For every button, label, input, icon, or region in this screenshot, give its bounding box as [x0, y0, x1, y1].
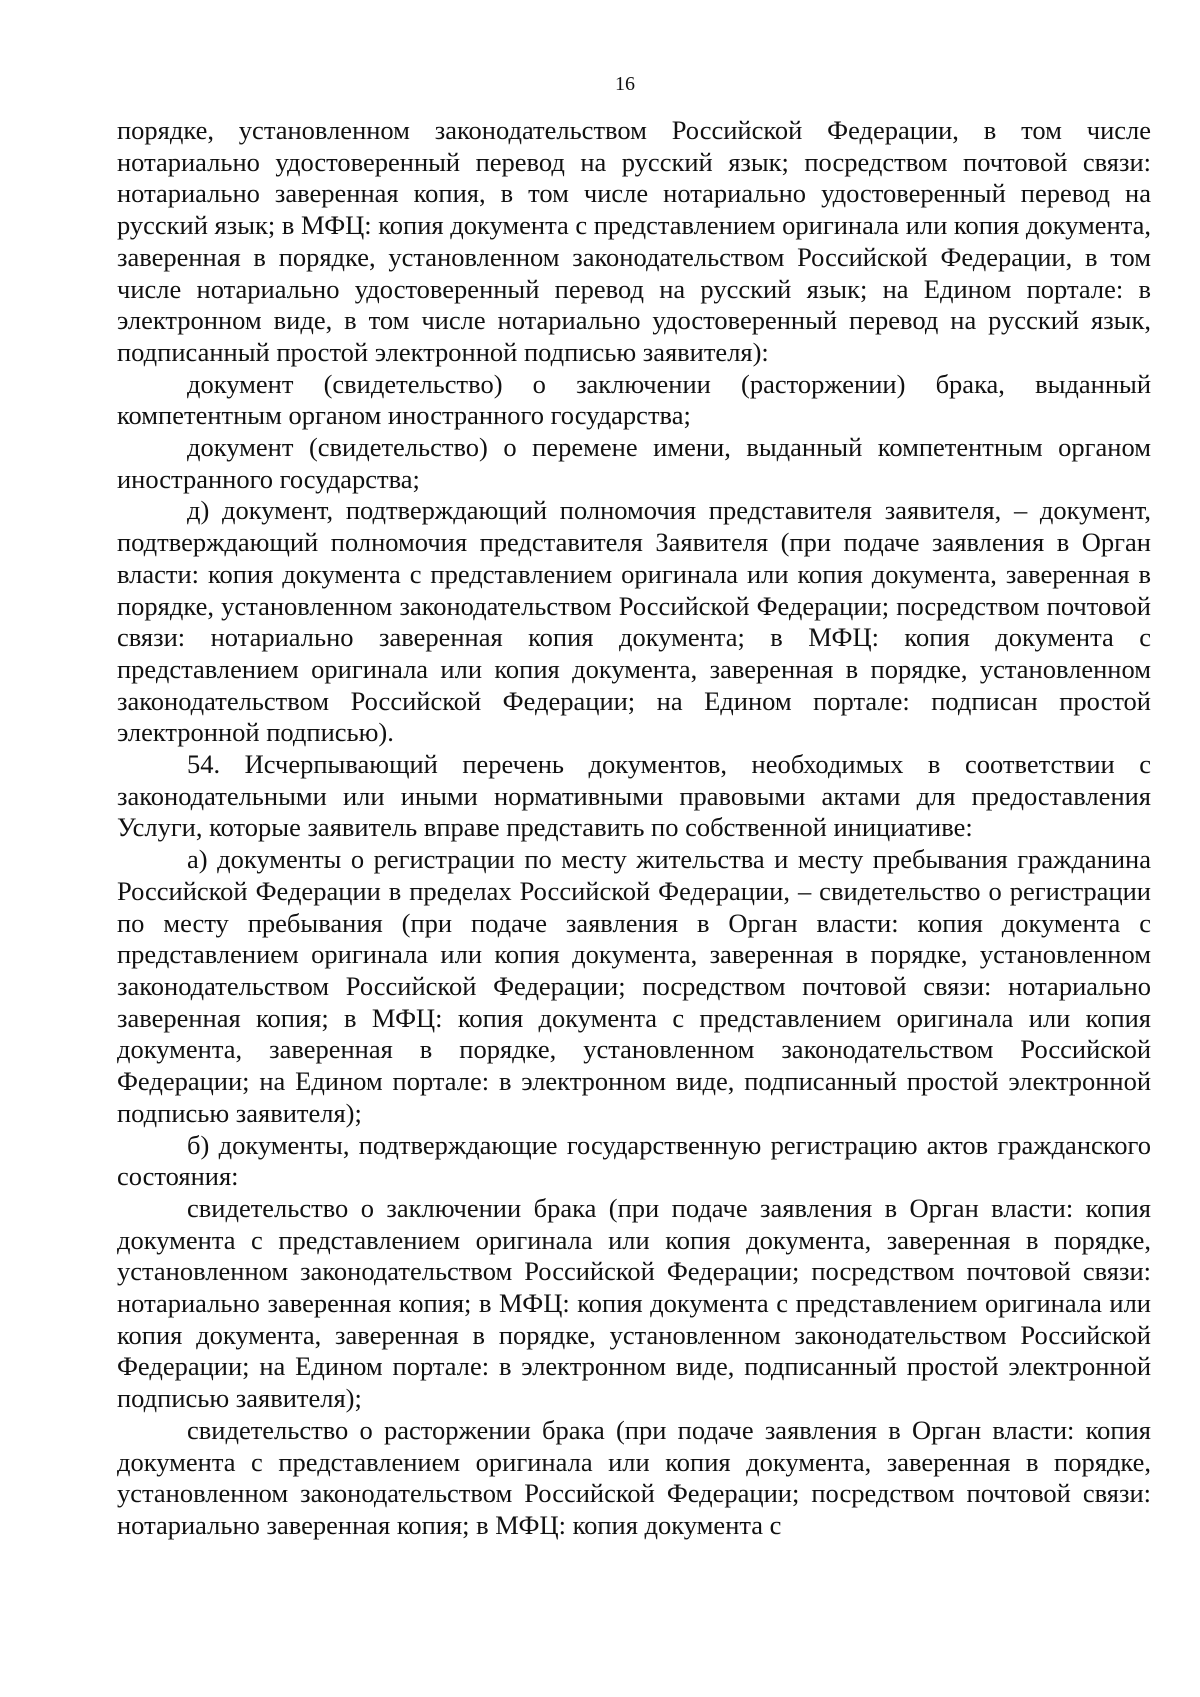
paragraph-3: документ (свидетельство) о перемене имени, выданный компетентным органом иностранного государства; [117, 432, 1151, 494]
page-number: 16 [615, 73, 635, 95]
paragraph-8: свидетельство о заключении брака (при подаче заявления в Орган власти: копия документа с представлением оригинала или копия документа, заверенная в порядке, установленном законодательством Российской Федерации; посредством почтовой связи: нотариально заверенная копия; в МФЦ: копия документа с представлением оригинала или копия документа, заверенная в порядке, установленном законодательством Российской Федерации; на Едином портале: в электронном виде, подписанный простой электронной подписью заявителя); [117, 1192, 1151, 1414]
document-body [117, 115, 1151, 1542]
paragraph-5: 54. Исчерпывающий перечень документов, необходимых в соответствии с законодательными или иными нормативными правовыми актами для предоставления Услуги, которые заявитель вправе представить по собственной инициативе: [117, 749, 1151, 843]
paragraph-2: документ (свидетельство) о заключении (расторжении) брака, выданный компетентным органом иностранного государства; [117, 368, 1151, 431]
paragraph-4: д) документ, подтверждающий полномочия представителя заявителя, – документ, подтверждающий полномочия представителя Заявителя (при подаче заявления в Орган власти: копия документа с представлением оригинала или копия документа, заверенная в порядке, установленном законодательством Российской Федерации; посредством почтовой связи: нотариально заверенная копия документа; в МФЦ: копия документа с представлением оригинала или копия документа, заверенная в порядке, установленном законодательством Российской Федерации; на Едином портале: подписан простой электронной подписью). [117, 495, 1151, 748]
paragraph-7: б) документы, подтверждающие государственную регистрацию актов гражданского состояния: [117, 1129, 1151, 1192]
paragraph-6: а) документы о регистрации по месту жительства и месту пребывания гражданина Российской Федерации в пределах Российской Федерации, – свидетельство о регистрации по месту пребывания (при подаче заявления в Орган власти: копия документа с представлением оригинала или копия документа, заверенная в порядке, установленном законодательством Российской Федерации; посредством почтовой связи: нотариально заверенная копия; в МФЦ: копия документа с представлением оригинала или копия документа, заверенная в порядке, установленном законодательством Российской Федерации; на Едином портале: в электронном виде, подписанный простой электронной подписью заявителя); [117, 844, 1151, 1128]
paragraph-1: порядке, установленном законодательством Российской Федерации, в том числе нотариально удостоверенный перевод на русский язык; посредством почтовой связи: нотариально заверенная копия, в том числе нотариально удостоверенный перевод на русский язык; в МФЦ: копия документа с представлением оригинала или копия документа, заверенная в порядке, установленном законодательством Российской Федерации, в том числе нотариально удостоверенный перевод на русский язык; на Едином портале: в электронном виде, в том числе нотариально удостоверенный перевод на русский язык, подписанный простой электронной подписью заявителя): [117, 115, 1152, 367]
paragraph-9: свидетельство о расторжении брака (при подаче заявления в Орган власти: копия документа с представлением оригинала или копия документа, заверенная в порядке, установленном законодательством Российской Федерации; посредством почтовой связи: нотариально заверенная копия; в МФЦ: копия документа с [117, 1414, 1151, 1540]
